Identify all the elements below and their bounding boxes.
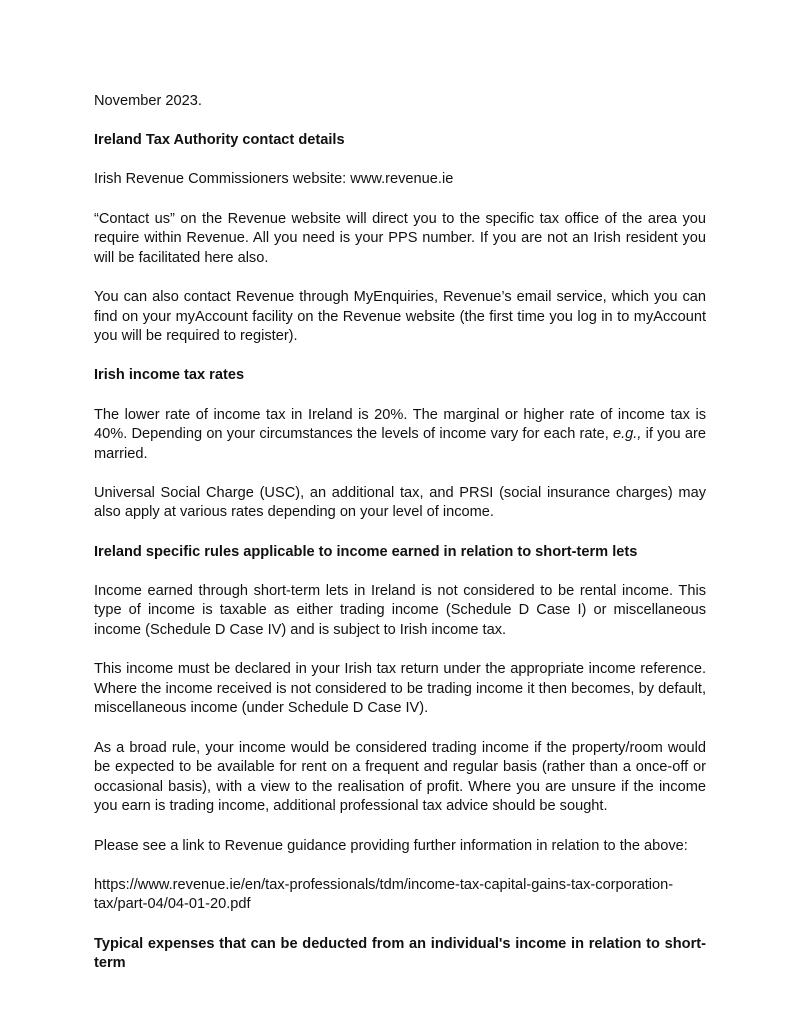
- heading-short-term-lets-rules: Ireland specific rules applicable to income earned in relation to short-term lets: [94, 543, 638, 560]
- declare-income-paragraph: This income must be declared in your Irish tax return under the appropriate income reference. Where the income received is not considered to be trading income it then becomes, by default, miscellaneous income (under Schedule D Case IV).: [94, 661, 706, 717]
- heading-contact-details: Ireland Tax Authority contact details: [94, 132, 345, 149]
- guidance-intro-paragraph: Please see a link to Revenue guidance providing further information in relation to the above:: [94, 837, 688, 854]
- revenue-guidance-link[interactable]: [94, 876, 706, 915]
- heading-income-tax-rates: Irish income tax rates: [94, 367, 245, 384]
- contact-us-paragraph: “Contact us” on the Revenue website will direct you to the specific tax office of the area you require within Revenue. All you need is your PPS number. If you are not an Irish resident you will be facilitated here also.: [94, 210, 706, 266]
- usc-prsi-paragraph: Universal Social Charge (USC), an additional tax, and PRSI (social insurance charges) may also apply at various rates depending on your level of income.: [94, 484, 706, 521]
- broad-rule-paragraph: As a broad rule, your income would be considered trading income if the property/room would be expected to be available for rent on a frequent and regular basis (rather than a once-off or occasional basis), with a view to the realisation of profit. Where you are unsure if the income you earn is trading income, additional professional tax advice should be sought.: [94, 739, 706, 815]
- short-term-income-paragraph: Income earned through short-term lets in Ireland is not considered to be rental income. This type of income is taxable as either trading income (Schedule D Case I) or miscellaneous income (Schedule D Case IV) and is subject to Irish income tax.: [94, 582, 706, 639]
- revenue-guidance-link-line1[interactable]: https://www.revenue.ie/en/tax-professionals/tdm/income-tax-capital-gains-tax-corporation-: [94, 876, 674, 893]
- heading-typical-expenses: Typical expenses that can be deducted from an individual's income in relation to short- term: [94, 935, 706, 972]
- tax-rates-example-abbrev: e.g.,: [612, 426, 642, 443]
- tax-rates-paragraph: [94, 406, 706, 465]
- document-body: [94, 92, 706, 993]
- myenquiries-paragraph: You can also contact Revenue through MyEnquiries, Revenue’s email service, which you can find on your myAccount facility on the Revenue website (the first time you log in to myAccount you will be required to register).: [94, 288, 706, 345]
- date-line: November 2023.: [94, 93, 202, 109]
- tax-rates-text-end: if you are married.: [94, 426, 706, 462]
- revenue-guidance-link-line2[interactable]: tax/part-04/04-01-20.pdf: [94, 896, 251, 913]
- tax-rates-text: The lower rate of income tax in Ireland is 20%. The marginal or higher rate of income tax is 40%. Depending on your circumstances the levels of income vary for each rate,: [94, 406, 706, 443]
- website-line: Irish Revenue Commissioners website: www.revenue.ie: [94, 171, 454, 188]
